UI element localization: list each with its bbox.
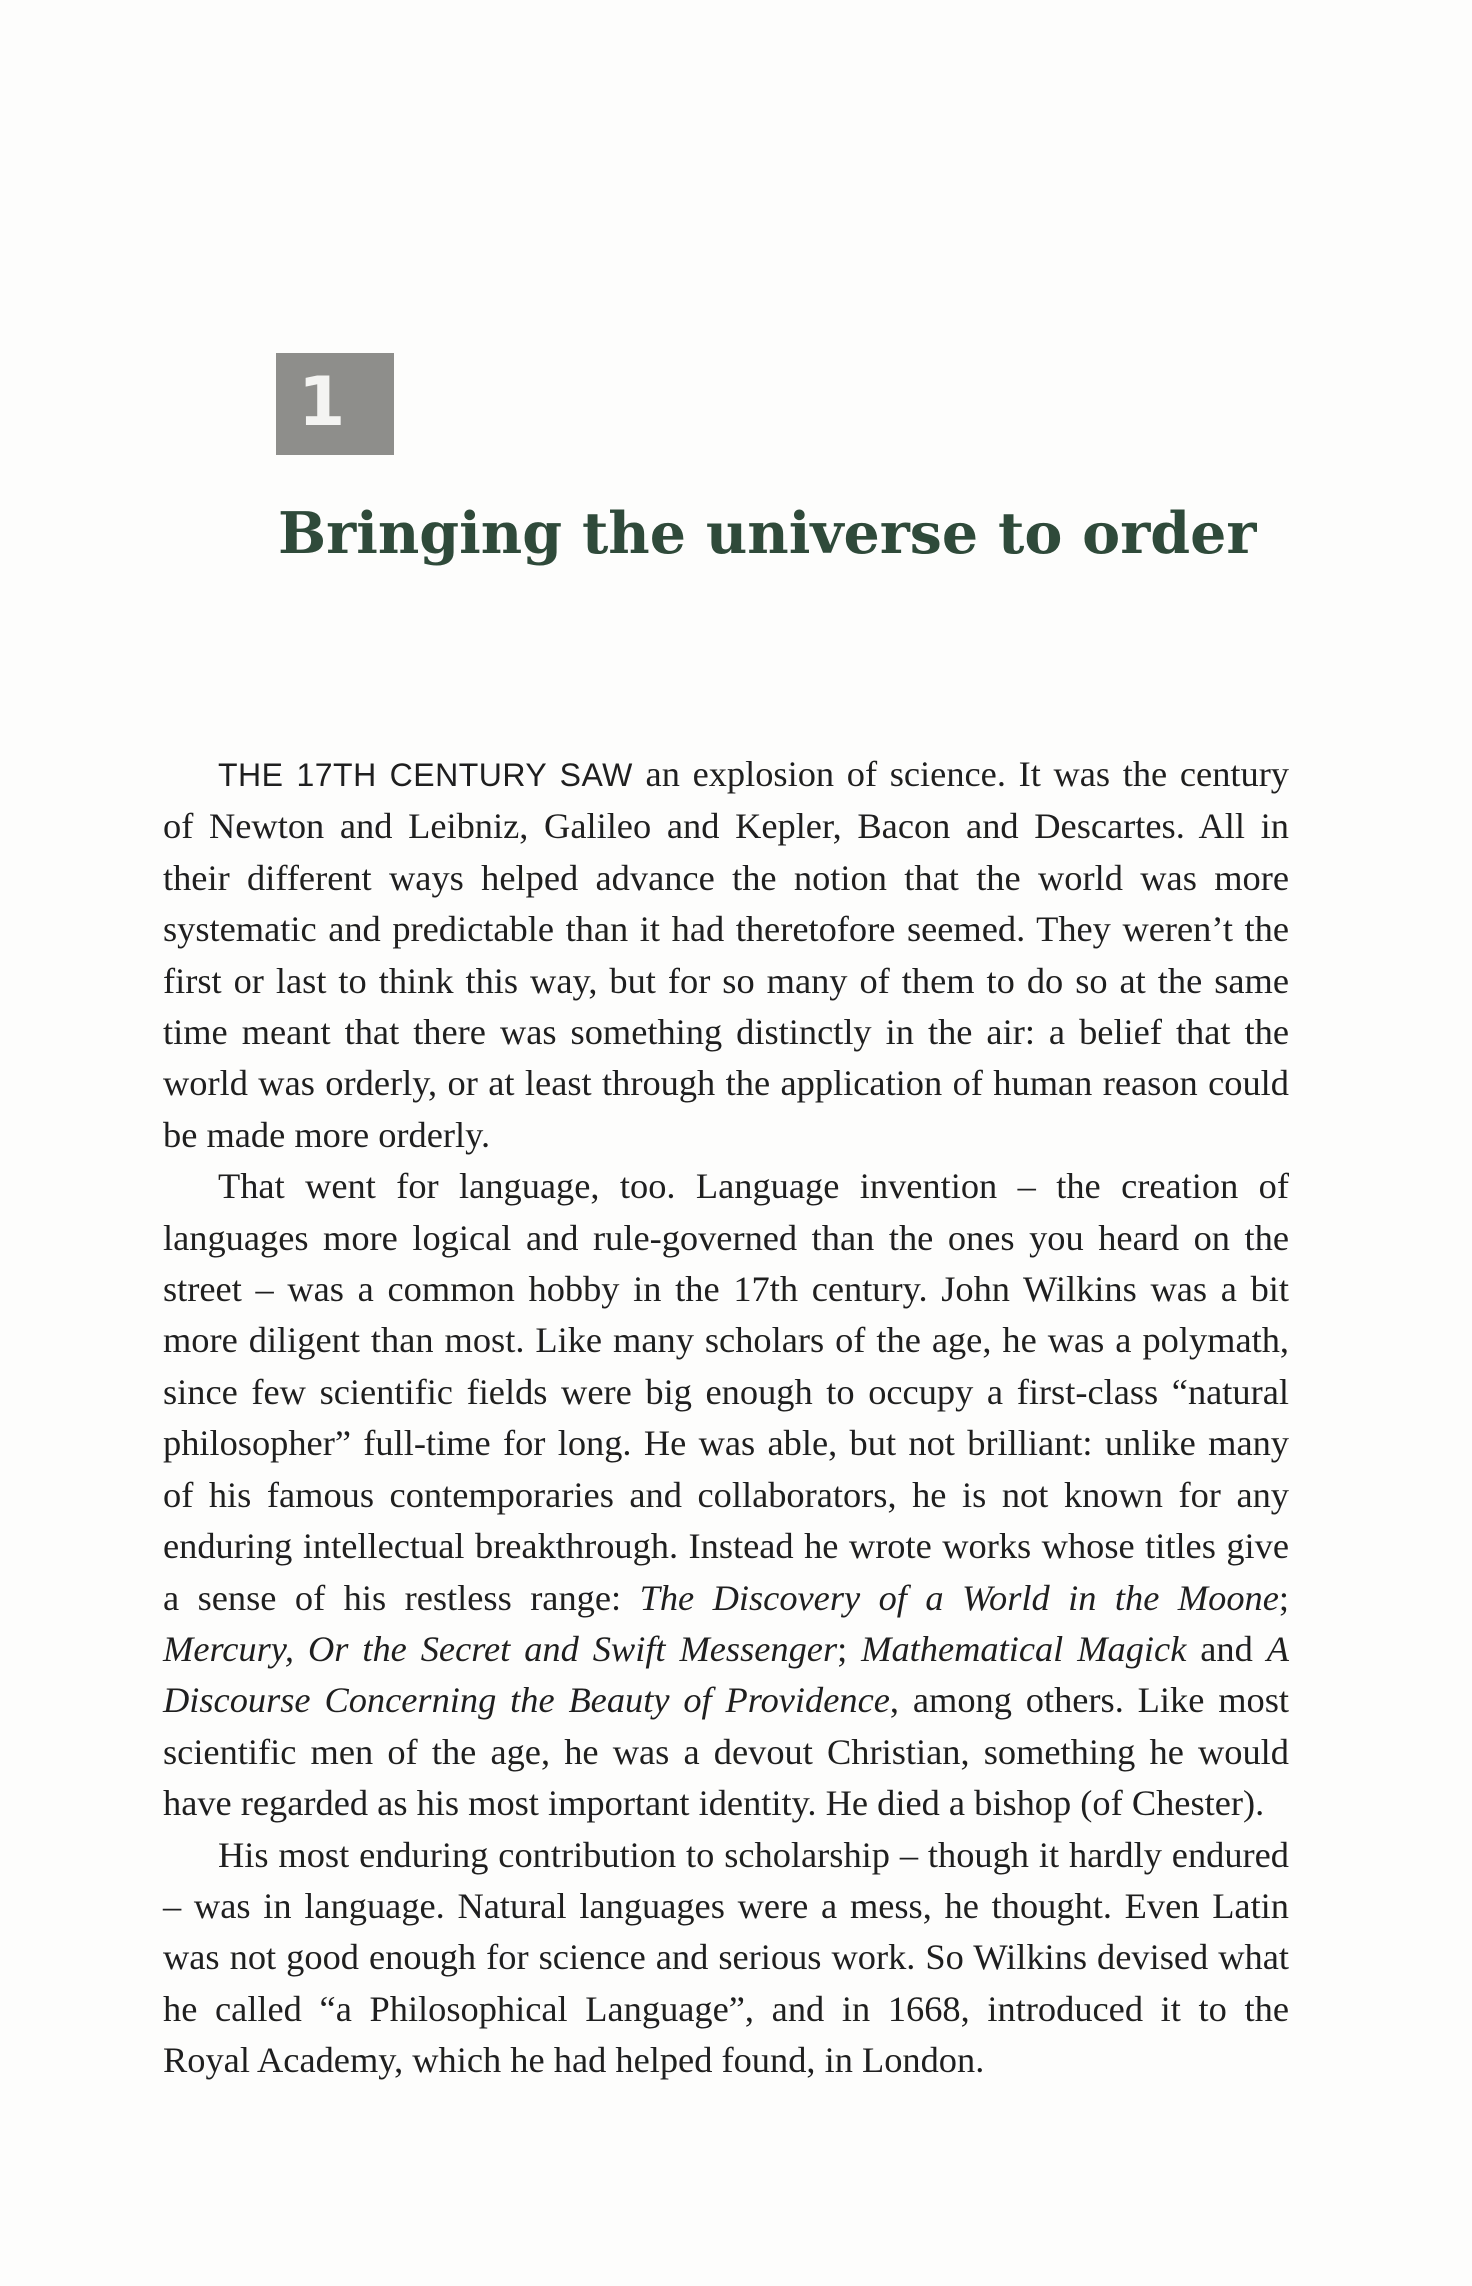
paragraph-1-text: an explosion of science. It was the century of Newton and Leibniz, Galileo and Kepler, Bacon and Descartes. All in their different ways helped advance the notion that the world was more systematic and predictable than it had theretofore seemed. They weren’t the first or last to think this way, but for so many of them to do so at the same time meant that there was something distinctly in the air: a belief that the world was orderly, or at least through the application of human reason could be made more orderly. [163, 754, 1290, 1155]
work-title-magick: Mathematical Magick [861, 1628, 1187, 1669]
separator-2: ; [837, 1628, 862, 1669]
paragraph-2-text-b: , among others. Like most scientific men of the age, he was a devout Christian, something he would have regarded as his most important identity. He died a bishop (of Chester). [163, 1680, 1289, 1824]
chapter-number: 1 [298, 363, 346, 442]
paragraph-1 [163, 749, 1289, 1161]
paragraph-3-text: His most enduring contribution to scholarship – though it hardly endured – was in language. Natural languages were a mess, he thought. Even Latin was not good enough for science and serious work. So Wilkins devised what he called “a Philosophical Language”, and in 1668, introduced it to the Royal Academy, which he had helped found, in London. [163, 1834, 1289, 2081]
chapter-number-box [276, 353, 394, 455]
separator-1: ; [1278, 1577, 1289, 1618]
paragraph-3 [163, 1830, 1289, 2087]
paragraph-2-text-a: That went for language, too. Language invention – the creation of languages more logical and rule-governed than the ones you heard on the street – was a common hobby in the 17th century. John Wilkins was a bit more diligent than most. Like many scholars of the age, he was a polymath, since few scientific fields were big enough to occupy a first-class “natural philosopher” full-time for long. He was able, but not brilliant: unlike many of his famous contemporaries and collaborators, he is not known for any enduring intellectual breakthrough. Instead he wrote works whose titles give a sense of his restless range: [163, 1166, 1289, 1618]
opening-lead-in: THE 17TH CENTURY SAW [218, 757, 633, 793]
work-title-mercury: Mercury, Or the Secret and Swift Messenger [163, 1628, 838, 1669]
chapter-title: Bringing the universe to order [278, 500, 1257, 567]
work-title-providence: A Discourse Concerning the Beauty of Providence [163, 1628, 1289, 1721]
paragraph-2 [163, 1161, 1289, 1829]
chapter-body [163, 749, 1289, 2087]
separator-3: and [1186, 1628, 1267, 1669]
work-title-moone: The Discovery of a World in the Moone [639, 1577, 1279, 1618]
